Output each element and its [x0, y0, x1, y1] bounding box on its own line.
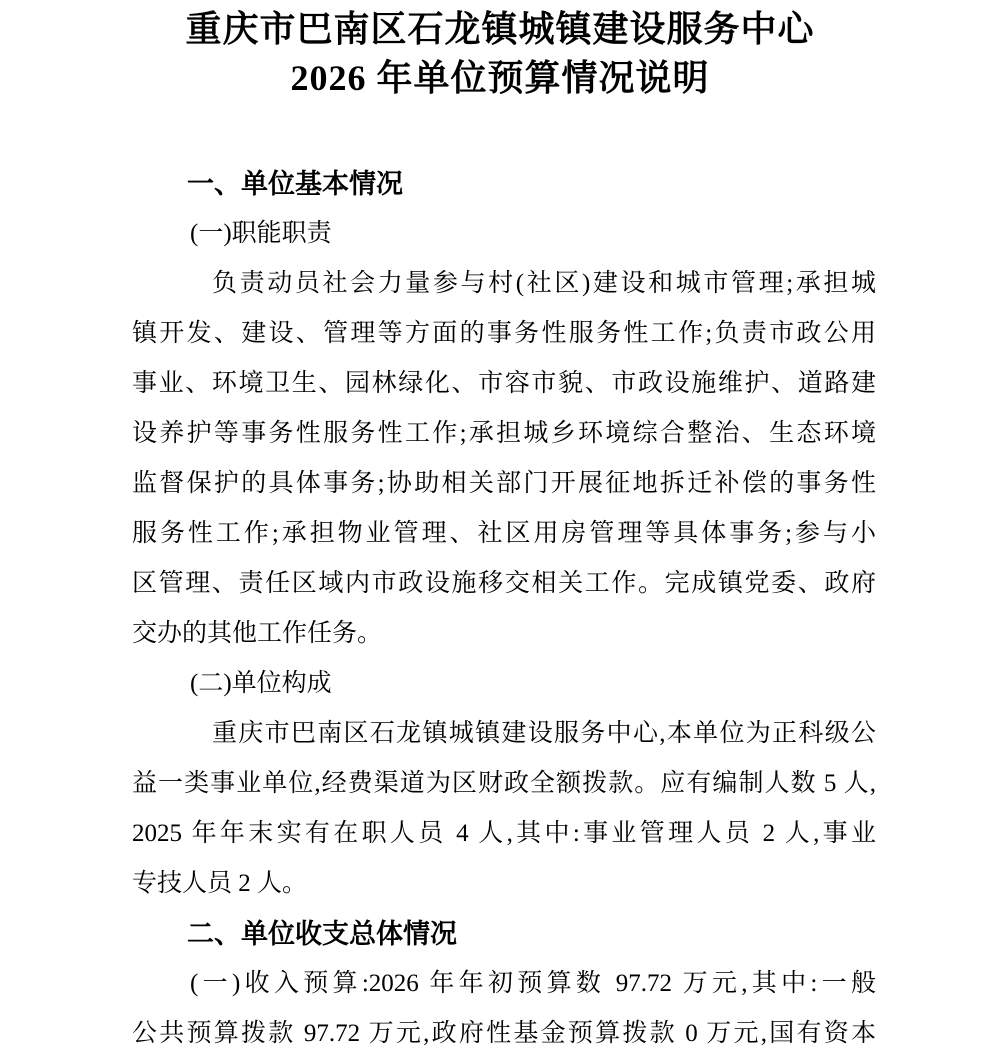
- subsection-heading-duties: (一)职能职责: [190, 220, 332, 247]
- duties-paragraph-line-8: 交办的其他工作任务。: [132, 620, 383, 647]
- subsection-heading-composition: (二)单位构成: [190, 670, 332, 697]
- duties-paragraph-line-4: 设养护等事务性服务性工作;承担城乡环境综合整治、生态环境: [132, 420, 876, 447]
- document-title-line-1: 重庆市巴南区石龙镇城镇建设服务中心: [185, 9, 815, 49]
- composition-paragraph-line-3: 2025 年年末实有在职人员 4 人,其中:事业管理人员 2 人,事业: [132, 820, 876, 847]
- duties-paragraph-line-1: 负责动员社会力量参与村(社区)建设和城市管理;承担城: [212, 270, 876, 297]
- duties-paragraph-line-7: 区管理、责任区域内市政设施移交相关工作。完成镇党委、政府: [132, 570, 876, 597]
- duties-paragraph-line-6: 服务性工作;承担物业管理、社区用房管理等具体事务;参与小: [132, 520, 876, 547]
- document-body: [132, 159, 876, 1052]
- income-paragraph-line-1: (一)收入预算:2026 年年初预算数 97.72 万元,其中:一般: [190, 970, 876, 997]
- section-heading-budget-overview: 二、单位收支总体情况: [187, 919, 457, 949]
- composition-paragraph-line-2: 益一类事业单位,经费渠道为区财政全额拨款。应有编制人数 5 人,: [132, 770, 876, 797]
- document-title-line-2: 2026 年单位预算情况说明: [290, 58, 710, 98]
- composition-paragraph-line-1: 重庆市巴南区石龙镇城镇建设服务中心,本单位为正科级公: [212, 720, 876, 747]
- income-paragraph-line-2: 公共预算拨款 97.72 万元,政府性基金预算拨款 0 万元,国有资本: [132, 1020, 876, 1047]
- composition-paragraph-line-4: 专技人员 2 人。: [132, 870, 308, 897]
- duties-paragraph-line-5: 监督保护的具体事务;协助相关部门开展征地拆迁补偿的事务性: [132, 470, 876, 497]
- section-heading-basic-info: 一、单位基本情况: [187, 169, 403, 199]
- duties-paragraph-line-2: 镇开发、建设、管理等方面的事务性服务性工作;负责市政公用: [132, 320, 876, 347]
- document-title: [0, 0, 1000, 103]
- duties-paragraph-line-3: 事业、环境卫生、园林绿化、市容市貌、市政设施维护、道路建: [132, 370, 876, 397]
